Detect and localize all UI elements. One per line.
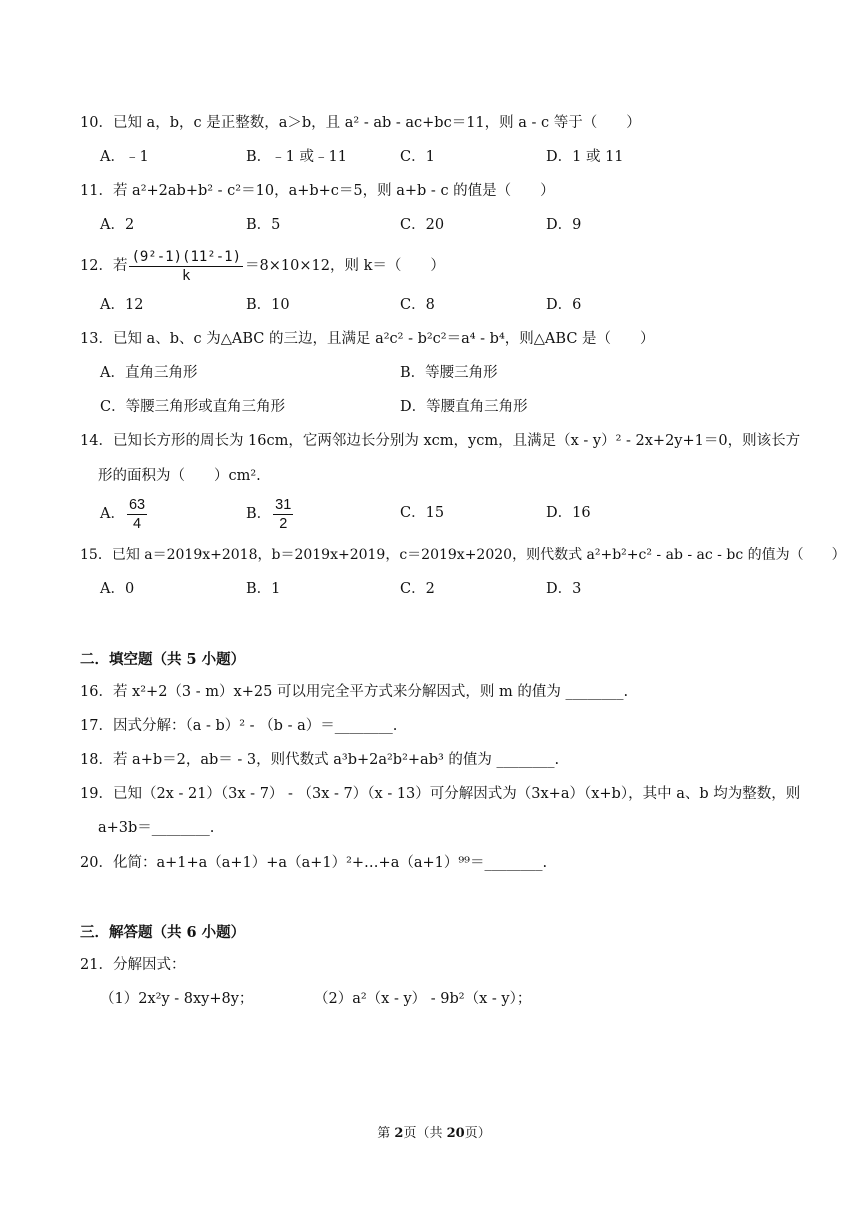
q14-option-d: D．16 <box>546 505 591 521</box>
q12-prefix: 12．若 <box>80 258 128 274</box>
q14-option-c: C．15 <box>400 505 445 521</box>
question-21-part-2: （2）a²（x - y） - 9b²（x - y）； <box>314 991 532 1007</box>
question-16-text: 16．若 x²+2（3 - m）x+25 可以用完全平方式来分解因式，则 m 的值为 ________. <box>80 684 629 700</box>
q12-option-d: D．6 <box>546 297 582 313</box>
question-20-text: 20．化简：a+1+a（a+1）+a（a+1）²+…+a（a+1）⁹⁹＝________. <box>80 855 548 871</box>
question-21-part-1: （1）2x²y - 8xy+8y； <box>100 991 254 1007</box>
q14-option-a-numerator: 63 <box>128 496 146 513</box>
footer-middle: 页（共 <box>403 1126 447 1141</box>
q13-option-b: B．等腰三角形 <box>400 365 498 381</box>
page-footer <box>0 1122 868 1141</box>
q13-option-d: D．等腰直角三角形 <box>400 399 528 415</box>
q12-option-a: A．12 <box>100 297 144 313</box>
question-11-text: 11．若 a²+2ab+b² - c²＝10，a+b+c＝5，则 a+b - c 的值是（ ） <box>80 183 555 199</box>
q14-option-a-denominator: 4 <box>133 515 142 532</box>
question-18-text: 18．若 a+b＝2，ab＝ - 3，则代数式 a³b+2a²b²+ab³ 的值为 ________. <box>80 752 560 768</box>
q13-option-c: C．等腰三角形或直角三角形 <box>100 399 286 415</box>
question-12-text <box>80 246 445 286</box>
question-19-text-line2: a+3b＝________. <box>98 820 215 836</box>
q15-option-b: B．1 <box>246 581 281 597</box>
q14-option-a-fraction <box>127 496 147 533</box>
q10-option-c: C．1 <box>400 149 435 165</box>
footer-page-number: 2 <box>394 1126 404 1141</box>
q15-option-d: D．3 <box>546 581 582 597</box>
q14-option-b-denominator: 2 <box>279 515 288 532</box>
section-solve-title: 三．解答题（共 6 小题） <box>80 924 246 941</box>
q11-option-b: B．5 <box>246 217 281 233</box>
q11-option-a: A．2 <box>100 217 135 233</box>
q14-option-b <box>246 494 295 534</box>
footer-prefix: 第 <box>377 1126 395 1141</box>
q14-option-b-numerator: 31 <box>275 496 292 513</box>
q13-option-a: A．直角三角形 <box>100 365 198 381</box>
q14-option-a <box>100 494 149 534</box>
q12-suffix: ＝8×10×12，则 k＝（ ） <box>245 258 445 274</box>
q15-option-a: A．0 <box>100 581 135 597</box>
question-19-text-line1: 19．已知（2x - 21）（3x - 7） - （3x - 7）（x - 13）可分解因式为（3x+a）（x+b），其中 a、b 均为整数，则 <box>80 786 801 802</box>
q14-option-b-label: B． <box>246 506 272 522</box>
q10-option-a: A．﹣1 <box>100 149 149 165</box>
question-10-text: 10．已知 a，b，c 是正整数，a＞b，且 a² - ab - ac+bc＝11，则 a - c 等于（ ） <box>80 115 641 131</box>
question-14-text-line2: 形的面积为（ ）cm². <box>98 468 261 484</box>
q12-numerator: (9²-1)(11²-1) <box>131 248 242 265</box>
q12-fraction <box>129 248 243 285</box>
q12-option-c: C．8 <box>400 297 435 313</box>
q10-option-b: B．﹣1 或﹣11 <box>246 149 347 165</box>
q10-option-d: D．1 或 11 <box>546 149 624 165</box>
question-15-text: 15．已知 a＝2019x+2018，b＝2019x+2019，c＝2019x+2020，则代数式 a²+b²+c² - ab - ac - bc 的值为（ ） <box>80 547 846 563</box>
q12-option-b: B．10 <box>246 297 290 313</box>
section-fill-in-title: 二．填空题（共 5 小题） <box>80 651 246 668</box>
q12-denominator: k <box>182 267 191 284</box>
q15-option-c: C．2 <box>400 581 435 597</box>
q14-option-b-fraction <box>273 496 293 533</box>
footer-total-pages: 20 <box>446 1126 465 1141</box>
question-13-text: 13．已知 a、b、c 为△ABC 的三边，且满足 a²c² - b²c²＝a⁴ - b⁴，则△ABC 是（ ） <box>80 331 655 347</box>
question-17-text: 17．因式分解：（a - b）² - （b - a）＝________. <box>80 718 398 734</box>
q11-option-c: C．20 <box>400 217 445 233</box>
q14-option-a-label: A． <box>100 506 125 522</box>
q11-option-d: D．9 <box>546 217 582 233</box>
question-21-text: 21．分解因式： <box>80 957 186 973</box>
question-14-text-line1: 14．已知长方形的周长为 16cm，它两邻边长分别为 xcm，ycm，且满足（x - y）² - 2x+2y+1＝0，则该长方 <box>80 433 801 449</box>
footer-suffix: 页） <box>464 1126 491 1141</box>
